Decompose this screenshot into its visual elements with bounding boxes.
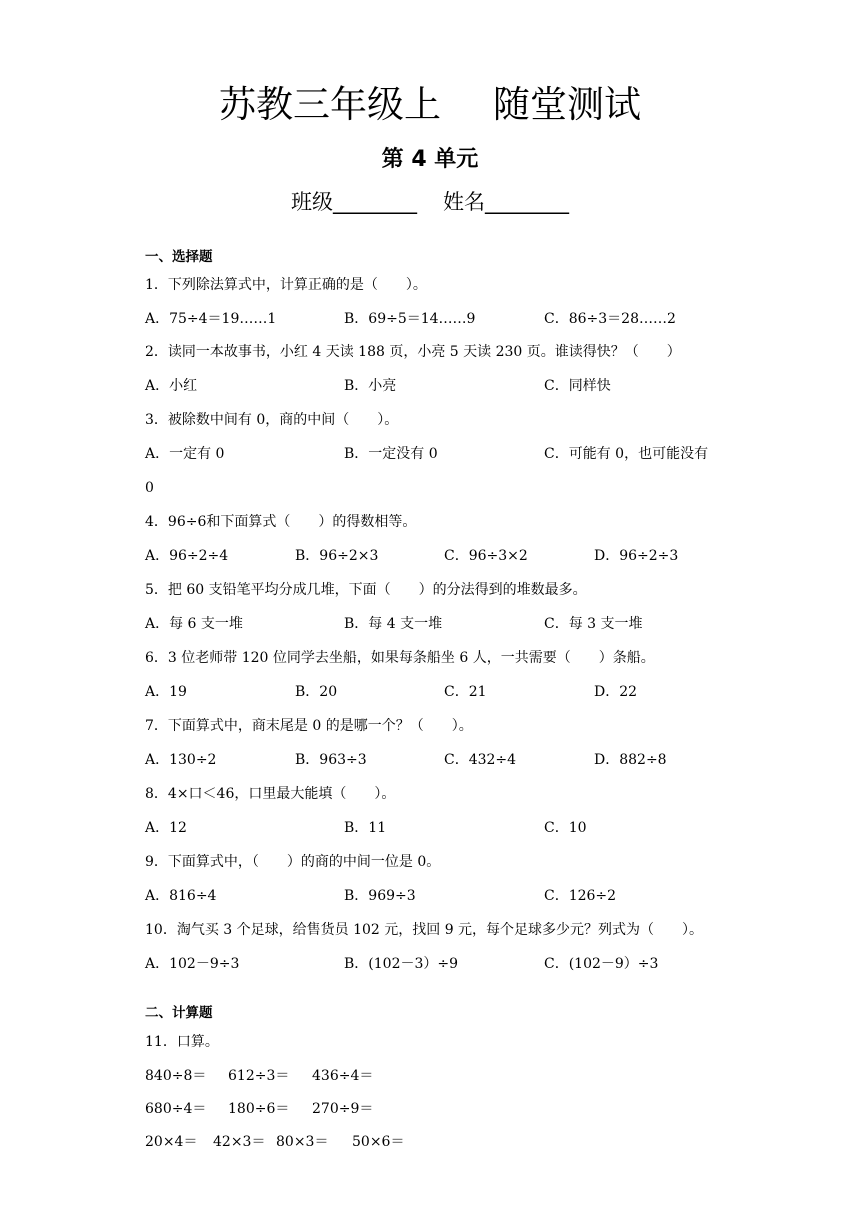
class-field[interactable]: 班级________: [291, 190, 417, 214]
option-6c[interactable]: C．21: [444, 684, 487, 700]
section-heading-choice: 一、选择题: [145, 249, 213, 265]
option-9a[interactable]: A．816÷4: [145, 888, 217, 904]
calc-item: 80×3＝: [276, 1134, 329, 1150]
option-7a[interactable]: A．130÷2: [145, 752, 217, 768]
calc-item: 50×6＝: [352, 1134, 405, 1150]
option-4b[interactable]: B．96÷2×3: [295, 548, 379, 564]
option-8a[interactable]: A．12: [145, 820, 187, 836]
unit-title: 第 4 单元: [381, 147, 479, 172]
option-10b[interactable]: B．(102－3）÷9: [344, 956, 459, 972]
option-7b[interactable]: B．963÷3: [295, 752, 367, 768]
question-4: 4．96÷6和下面算式（ ）的得数相等。: [145, 514, 417, 530]
calc-item: 20×4＝: [145, 1134, 198, 1150]
calc-item: 436÷4＝: [312, 1068, 374, 1084]
calc-item: 680÷4＝: [145, 1101, 207, 1117]
option-2a[interactable]: A．小红: [145, 378, 198, 394]
option-3c[interactable]: C．可能有 0，也可能没有: [544, 446, 709, 462]
option-7d[interactable]: D．882÷8: [594, 752, 667, 768]
question-6: 6．3 位老师带 120 位同学去坐船，如果每条船坐 6 人，一共需要（ ）条船。: [145, 650, 655, 666]
question-9: 9．下面算式中，（ ）的商的中间一位是 0。: [145, 854, 441, 870]
option-2c[interactable]: C．同样快: [544, 378, 611, 394]
section-heading-calc: 二、计算题: [145, 1005, 213, 1021]
calc-item: 42×3＝: [213, 1134, 266, 1150]
option-6b[interactable]: B．20: [295, 684, 338, 700]
calc-item: 180÷6＝: [228, 1101, 290, 1117]
calc-item: 270÷9＝: [312, 1101, 374, 1117]
option-9c[interactable]: C．126÷2: [544, 888, 617, 904]
question-7: 7．下面算式中，商末尾是 0 的是哪一个？（ ）。: [145, 718, 473, 734]
option-3c-continuation: 0: [145, 480, 154, 496]
option-3a[interactable]: A．一定有 0: [145, 446, 225, 462]
option-4c[interactable]: C．96÷3×2: [444, 548, 528, 564]
option-1a[interactable]: A．75÷4＝19……1: [145, 311, 277, 327]
option-10a[interactable]: A．102－9÷3: [145, 956, 240, 972]
question-3: 3．被除数中间有 0，商的中间（ ）。: [145, 412, 399, 428]
option-7c[interactable]: C．432÷4: [444, 752, 517, 768]
title-left: 苏教三年级上: [219, 83, 441, 126]
name-field[interactable]: 姓名________: [443, 190, 569, 214]
calc-item: 840÷8＝: [145, 1068, 207, 1084]
question-10: 10．淘气买 3 个足球，给售货员 102 元，找回 9 元，每个足球多少元？列式为（ ）。: [145, 922, 704, 938]
title-right: 随堂测试: [493, 83, 641, 126]
question-11: 11．口算。: [145, 1034, 219, 1050]
option-1c[interactable]: C．86÷3＝28……2: [544, 311, 676, 327]
option-4d[interactable]: D．96÷2÷3: [594, 548, 679, 564]
option-10c[interactable]: C．(102－9）÷3: [544, 956, 659, 972]
question-5: 5．把 60 支铅笔平均分成几堆，下面（ ）的分法得到的堆数最多。: [145, 582, 587, 598]
option-4a[interactable]: A．96÷2÷4: [145, 548, 229, 564]
page-title: [0, 74, 860, 128]
option-5b[interactable]: B．每 4 支一堆: [344, 616, 443, 632]
option-6d[interactable]: D．22: [594, 684, 638, 700]
question-1: 1．下列除法算式中，计算正确的是（ ）。: [145, 277, 427, 293]
question-8: 8．4×口＜46，口里最大能填（ ）。: [145, 786, 396, 802]
option-5c[interactable]: C．每 3 支一堆: [544, 616, 643, 632]
option-8c[interactable]: C．10: [544, 820, 587, 836]
option-2b[interactable]: B．小亮: [344, 378, 397, 394]
option-5a[interactable]: A．每 6 支一堆: [145, 616, 243, 632]
option-8b[interactable]: B．11: [344, 820, 387, 836]
option-3b[interactable]: B．一定没有 0: [344, 446, 438, 462]
calc-item: 612÷3＝: [228, 1068, 290, 1084]
question-2: 2．读同一本故事书，小红 4 天读 188 页，小亮 5 天读 230 页。谁读得快？（ ）: [145, 344, 681, 360]
option-6a[interactable]: A．19: [145, 684, 187, 700]
option-1b[interactable]: B．69÷5＝14……9: [344, 311, 476, 327]
student-info: [0, 186, 860, 216]
option-9b[interactable]: B．969÷3: [344, 888, 416, 904]
